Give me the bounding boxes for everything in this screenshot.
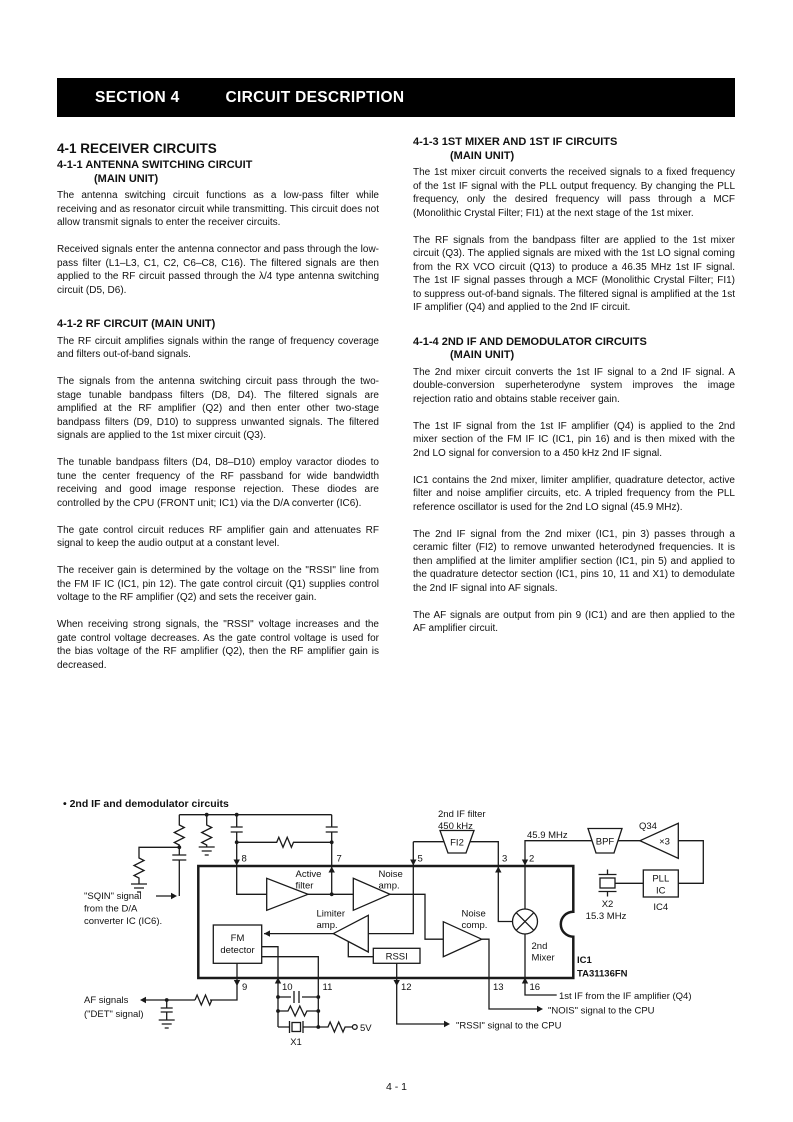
fi2-label: FI2 <box>450 837 464 849</box>
pin7-label: 7 <box>336 853 342 865</box>
svg-text:Mixer: Mixer <box>531 952 555 964</box>
left-column <box>57 141 379 686</box>
freq-45-9-label: 45.9 MHz <box>527 830 568 841</box>
x3-label: ×3 <box>659 836 670 848</box>
x2-label: X2 <box>601 899 614 910</box>
circuit-diagram <box>50 785 760 1070</box>
heading-4-1-2: 4-1-2 RF CIRCUIT (MAIN UNIT) <box>57 318 216 330</box>
if-filter-label: 2nd IF filter <box>438 809 486 820</box>
noise-comp-label: Noise <box>461 908 486 920</box>
pin5-label: 5 <box>417 853 423 865</box>
paragraph: The gate control circuit reduces RF amplifier gain and attenuates RF signal to keep the audio output at a constant level. <box>57 524 379 549</box>
pin12-label: 12 <box>401 982 412 993</box>
bpf-label: BPF <box>595 836 615 848</box>
svg-text:from the D/A: from the D/A <box>84 903 138 915</box>
section-title: CIRCUIT DESCRIPTION <box>225 88 405 106</box>
limiter-label: Limiter <box>316 908 346 920</box>
pll-ic-label: IC <box>656 885 666 897</box>
rssi-label: RSSI <box>385 951 408 963</box>
section-header-bar <box>57 78 735 117</box>
limiter-amp <box>333 915 368 952</box>
pin16-label: 16 <box>529 982 541 993</box>
out-rssi-label: "RSSI" signal to the CPU <box>456 1020 562 1032</box>
5v-terminal <box>352 1025 357 1030</box>
out-1st-if-label: 1st IF from the IF amplifier (Q4) <box>559 991 692 1002</box>
fm-detector-label: FM <box>230 933 245 944</box>
svg-text:detector: detector <box>220 945 255 956</box>
paragraph: The 1st mixer circuit converts the received signals to a fixed frequency of the 1st IF signal with the PLL output frequency. By changing the PLL frequency, only the desired frequency will pass through a MCF (Monolithic Crystal Filter; FI1) at the next stage of the 1st mixer. <box>413 167 735 219</box>
svg-text:amp.: amp. <box>378 880 400 892</box>
heading-4-1-3: 4-1-3 1ST MIXER AND 1ST IF CIRCUITS (MAIN UNIT) <box>413 136 618 162</box>
right-column <box>413 136 735 649</box>
section-number: SECTION 4 <box>95 88 180 106</box>
paragraph: The signals from the antenna switching circuit pass through the two-stage tunable bandpass filters (D8, D4). The filtered signals are amplified at the RF amplifier (Q2) and then enter other two-stage bandpass filters (D9, D10) to suppress unwanted signals. The filtered signals are applied to the 1st mixer circuit (Q3). <box>57 376 379 441</box>
ic4-label: IC4 <box>653 902 669 913</box>
x2-crystal-body <box>600 878 615 888</box>
heading-4-1-4: 4-1-4 2ND IF AND DEMODULATOR CIRCUITS (MAIN UNIT) <box>413 335 647 361</box>
paragraph: The AF signals are output from pin 9 (IC1) and are then applied to the AF amplifier circuit. <box>413 609 735 634</box>
q34-label: Q34 <box>639 821 657 832</box>
diagram-title: • 2nd IF and demodulator circuits <box>63 798 229 810</box>
pin9-label: 9 <box>242 982 248 993</box>
mixer-label: 2nd <box>531 941 548 952</box>
paragraph: Received signals enter the antenna connector and pass through the low-pass filter (L1–L3, C1, C2, C6–C8, C16). The filtered signals are then applied to the RF circuit passed through the λ/4 type antenna switching circuit (D5, D6). <box>57 244 379 296</box>
5v-label: 5V <box>360 1023 372 1034</box>
heading-4-1: 4-1 RECEIVER CIRCUITS <box>57 141 217 156</box>
paragraph: The antenna switching circuit functions as a low-pass filter while receiving and as resonator circuit while transmitting. This circuit does not allow transmit signals to enter the receiver circuits. <box>57 190 379 228</box>
sqin-label: "SQIN" signal <box>84 891 142 902</box>
svg-text:filter: filter <box>295 880 314 892</box>
active-filter-label: Active <box>295 869 322 880</box>
paragraph: The 1st IF signal from the 1st IF amplifier (Q4) is applied to the 2nd mixer section of the FM IF IC (IC1, pin 16) and is then mixed with the 2nd LO signal for conversion to a 450 kHz 2nd IF signal. <box>413 420 735 459</box>
ic1-part-label: TA31136FN <box>577 968 628 980</box>
svg-text:("DET" signal): ("DET" signal) <box>84 1009 144 1020</box>
svg-text:amp.: amp. <box>316 920 338 931</box>
paragraph: The 2nd mixer circuit converts the 1st IF signal to a 2nd IF signal. A double-conversion superheterodyne system improves the image rejection ratio and obtains stable receiver gain. <box>413 366 735 405</box>
paragraph: The 2nd IF signal from the 2nd mixer (IC1, pin 3) passes through a ceramic filter (FI2) to remove unwanted heterodyned frequencies. It is then amplified at the limiter amplifier section (IC1, pin 5) and applied to the quadrature detector section (IC1, pins 10, 11 and X1) to demodulate the 2nd IF signal into AF signals. <box>413 528 735 594</box>
pin3-label: 3 <box>502 853 508 865</box>
pin13-label: 13 <box>493 982 504 993</box>
paragraph: IC1 contains the 2nd mixer, limiter amplifier, quadrature detector, active filter and noise amplifier circuits, etc. A tripled frequency from the PLL reference oscillator is used for the 2nd LO signal (45.9 MHz). <box>413 474 735 513</box>
svg-text:converter IC (IC6).: converter IC (IC6). <box>84 916 163 927</box>
pin10-label: 10 <box>282 982 293 993</box>
pll-label: PLL <box>652 873 670 885</box>
out-nois-label: "NOIS" signal to the CPU <box>548 1005 655 1017</box>
svg-text:comp.: comp. <box>461 920 488 931</box>
noise-amp-label: Noise <box>378 869 403 880</box>
x1-crystal-body <box>292 1023 301 1032</box>
pin11-label: 11 <box>322 982 333 993</box>
paragraph: The tunable bandpass filters (D4, D8–D10) employ varactor diodes to tune the center frequency of the RF passband for wide bandwidth receiving and good image response rejection. These diodes are controlled by the CPU (FRONT unit; IC1) via the D/A converter (IC6). <box>57 457 379 509</box>
if-filter-freq: 450 kHz <box>438 821 473 832</box>
pin8-label: 8 <box>241 853 247 865</box>
paragraph: The receiver gain is determined by the voltage on the "RSSI" line from the FM IF IC (IC1, pin 12). The gate control circuit (Q1) supplies control voltage to the RF amplifier (Q2) and sets the receiver gain. <box>57 565 379 603</box>
paragraph: The RF circuit amplifies signals within the range of frequency coverage and filters out-of-band signals. <box>57 335 379 360</box>
x2-freq-label: 15.3 MHz <box>585 911 627 922</box>
af-signals-label: AF signals <box>84 995 129 1006</box>
ic1-label: IC1 <box>577 955 592 966</box>
page-number: 4 - 1 <box>385 1081 407 1093</box>
paragraph: The RF signals from the bandpass filter are applied to the 1st mixer circuit (Q3). The applied signals are mixed with the 1st LO signal coming from the RX VCO circuit (Q13) to produce a 46.35 MHz 1st IF signal. The 1st IF signal passes through a MCF (Monolithic Crystal Filter; FI1) to suppress out-of-band signals. The filtered signal is amplified at the 1st IF amplifier (Q4) and applied to the 2nd IF circuit. <box>413 234 735 313</box>
x1-label: X1 <box>290 1037 302 1048</box>
pin2-label: 2 <box>529 853 535 865</box>
paragraph: When receiving strong signals, the "RSSI" voltage increases and the gate control voltage decreases. As the gate control voltage is used for the bias voltage of the RF amplifier (Q2), then the RF amplifier gain is decreased. <box>57 619 379 671</box>
heading-4-1-1: 4-1-1 ANTENNA SWITCHING CIRCUIT (MAIN UNIT) <box>57 159 253 185</box>
